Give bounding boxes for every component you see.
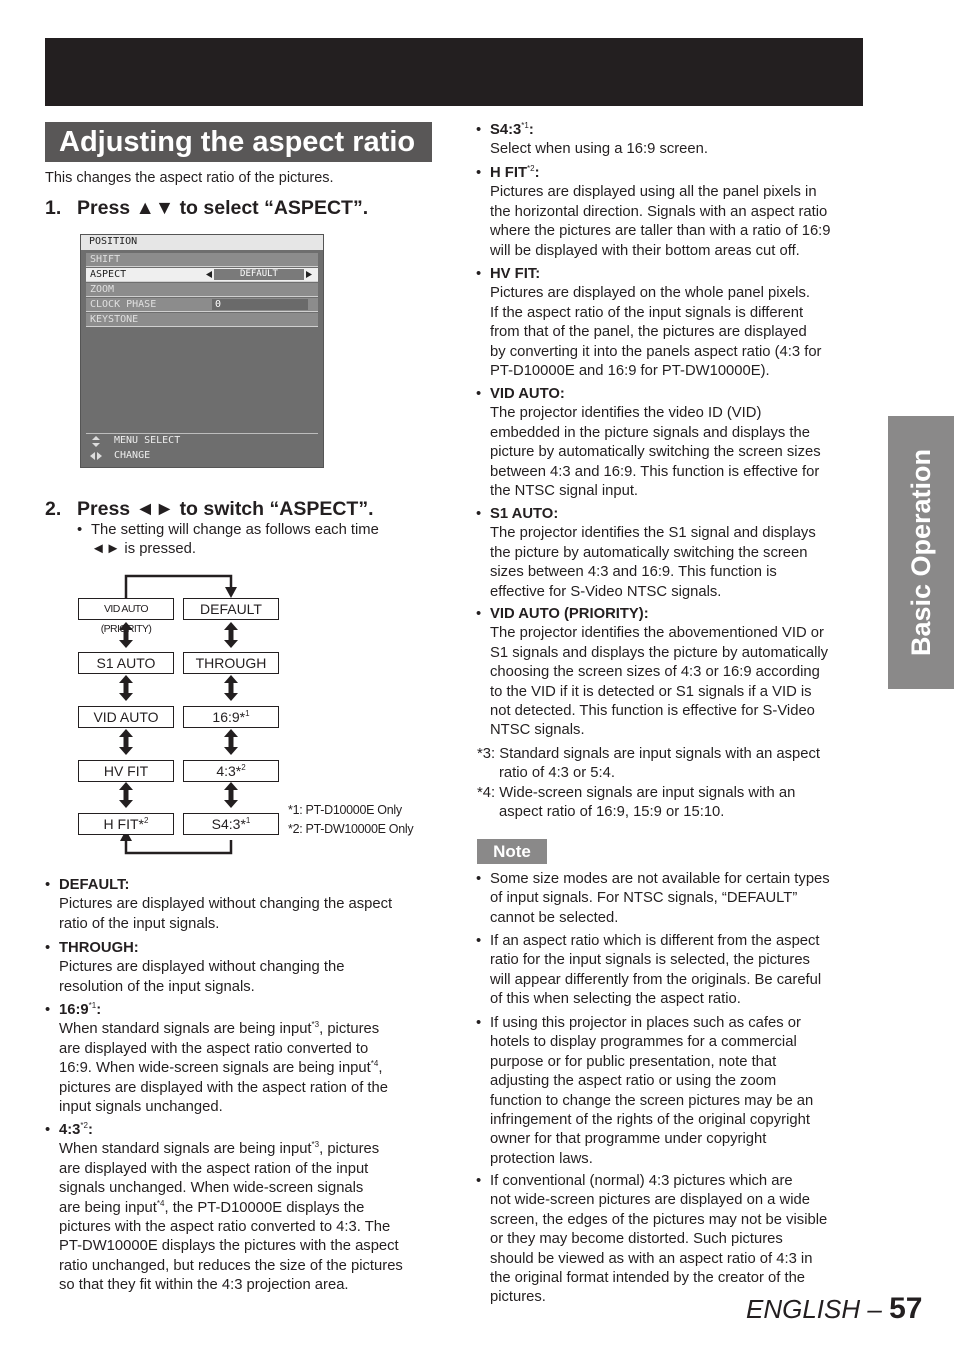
flow-16-9: 16:9*$^1$	[183, 706, 279, 728]
osd-divider	[86, 433, 318, 434]
item-through: • THROUGH: Pictures are displayed without changing the resolution of the input signals.	[45, 940, 345, 995]
osd-row-aspect: ASPECT DEFAULT	[86, 268, 318, 282]
osd-footer-select: MENU SELECT	[114, 435, 181, 446]
osd-aspect-default: DEFAULT	[214, 269, 304, 280]
flow-default: DEFAULT	[183, 598, 279, 620]
item-vid-auto-priority: • VID AUTO (PRIORITY): The projector identifies the abovementioned VID or S1 signals and displays the picture by automatically choosing the screen sizes of 4:3 or 16:9 according to the VID if it is detected or S1 signals if a VID is not detected. This function is effective for S-Video NTSC signals.	[476, 606, 829, 739]
osd-footer-change: CHANGE	[114, 450, 151, 461]
flow-footnote-2: *2: PT-DW10000E Only	[288, 822, 414, 836]
note-heading: Note	[477, 839, 547, 864]
footnote-4: *4: Wide-screen signals are input signals with an aspect ratio of 16:9, 15:9 or 15:10.	[477, 785, 796, 821]
osd-row-clock-phase: CLOCK PHASE 0	[86, 298, 318, 312]
page-number: 57	[889, 1292, 923, 1325]
flow-hv-fit: HV FIT	[78, 760, 174, 782]
item-s1-auto: • S1 AUTO: The projector identifies the S1 signal and displays the picture by automatically switching the screen sizes between 4:3 and 16:9. This function is effective for S-Video NTSC signals.	[476, 506, 816, 600]
flow-footnote-1: *1: PT-D10000E Only	[288, 803, 402, 817]
item-hv-fit: • HV FIT: Pictures are displayed on the whole panel pixels. If the aspect ratio of the input signals is different from that of the panel, the pictures are displayed by converting it into the panels aspect ratio (4:3 for PT-D10000E and 16:9 for PT-DW10000E).	[476, 266, 822, 380]
flow-vid-auto: VID AUTO	[78, 706, 174, 728]
item-s4-3: • S4:3$^{*1}$: Select when using a 16:9 screen.	[476, 121, 708, 158]
osd-row-keystone: KEYSTONE	[86, 313, 318, 327]
step-1-number: 1.	[45, 197, 62, 219]
note-item-2: • If an aspect ratio which is different from the aspect ratio for the input signals is selected, the pictures will appear differently from the originals. Be careful of this when selecting the aspect ratio.	[476, 933, 822, 1008]
flow-vid-auto-priority: VID AUTO (PRIORITY)	[78, 598, 174, 620]
item-default: • DEFAULT: Pictures are displayed without changing the aspect ratio of the input signals.	[45, 877, 393, 932]
flow-h-fit: H FIT*$^2$	[78, 813, 174, 835]
note-item-4: • If conventional (normal) 4:3 pictures which are not wide-screen pictures are displayed on a wide screen, the edges of the pictures may not be visible or they may become distorted. Such pictures should be viewed as with an aspect ratio of 4:3 in the original format intended by the creator of the pictures.	[476, 1173, 828, 1306]
note-item-3: • If using this projector in places such as cafes or hotels to display programmes for a commercial purpose or for public presentation, note that adjusting the aspect ratio or using the zoom function to change the screen pictures may be an infringement of the rights of the original copyright owner for that programme under copyright protection laws.	[476, 1015, 814, 1167]
step-2-note: • The setting will change as follows each time ◄► is pressed.	[77, 522, 379, 558]
flow-through: THROUGH	[183, 652, 279, 674]
osd-title: POSITION	[89, 236, 138, 247]
side-tab-basic-operation	[888, 416, 954, 689]
osd-clock-value: 0	[215, 299, 222, 310]
item-16-9: • 16:9$^{*1}$: When standard signals are being input$^{*3}$, pictures are displayed with the aspect ratio converted to 16:9. When wide-screen signals are being input$^{*4}$, pictures are displayed with the aspect ration of the input signals unchanged.	[45, 1001, 389, 1116]
step-1-heading: Press ▲▼ to select “ASPECT”.	[77, 197, 369, 219]
section-title: Adjusting the aspect ratio	[45, 122, 432, 162]
side-tab-label: Basic Operation	[906, 448, 936, 657]
up-down-icon	[91, 436, 101, 447]
left-right-icon	[90, 451, 102, 461]
footer-language: ENGLISH –	[746, 1294, 890, 1324]
item-vid-auto: • VID AUTO: The projector identifies the video ID (VID) embedded in the picture signals and displays the picture by automatically switching the screen sizes between 4:3 and 16:9. This function is effective for the NTSC signal input.	[476, 386, 821, 500]
right-arrow-icon	[306, 271, 312, 278]
intro-text: This changes the aspect ratio of the pictures.	[45, 170, 334, 186]
header-bar	[45, 38, 863, 106]
osd-title-bar	[81, 235, 323, 250]
osd-clock-bar	[212, 299, 308, 310]
step-2-heading: Press ◄► to switch “ASPECT”.	[77, 498, 374, 520]
step-2-number: 2.	[45, 498, 62, 520]
osd-row-shift: SHIFT	[86, 253, 318, 267]
footnote-3: *3: Standard signals are input signals with an aspect ratio of 4:3 or 5:4.	[477, 746, 821, 782]
left-arrow-icon	[206, 271, 212, 278]
flow-s1-auto: S1 AUTO	[78, 652, 174, 674]
osd-row-zoom: ZOOM	[86, 283, 318, 297]
osd-aspect-value	[204, 268, 314, 281]
flow-4-3: 4:3*$^2$	[183, 760, 279, 782]
note-item-1: • Some size modes are not available for certain types of input signals. For NTSC signals, “DEFAULT” cannot be selected.	[476, 871, 830, 926]
flow-s4-3: S4:3*$^1$	[183, 813, 279, 835]
item-h-fit: • H FIT$^{*2}$: Pictures are displayed using all the panel pixels in the horizontal direction. Signals with an aspect ratio where the pictures are taller than with a ratio of 16:9 will be displayed with their bottom areas cut off.	[476, 164, 831, 259]
page-footer	[746, 1292, 922, 1326]
osd-menu	[80, 234, 324, 468]
item-4-3: • 4:3$^{*2}$: When standard signals are being input$^{*3}$, pictures are displayed with the aspect ration of the input signals unchanged. When wide-screen signals are being input$^{*4}$, the PT-D10000E displays the pictures with the aspect ratio converted to 4:3. The PT-DW10000E displays the pictures with the aspect ratio unchanged, but reduces the size of the pictures so that they fit within the 4:3 projection area.	[45, 1121, 403, 1294]
